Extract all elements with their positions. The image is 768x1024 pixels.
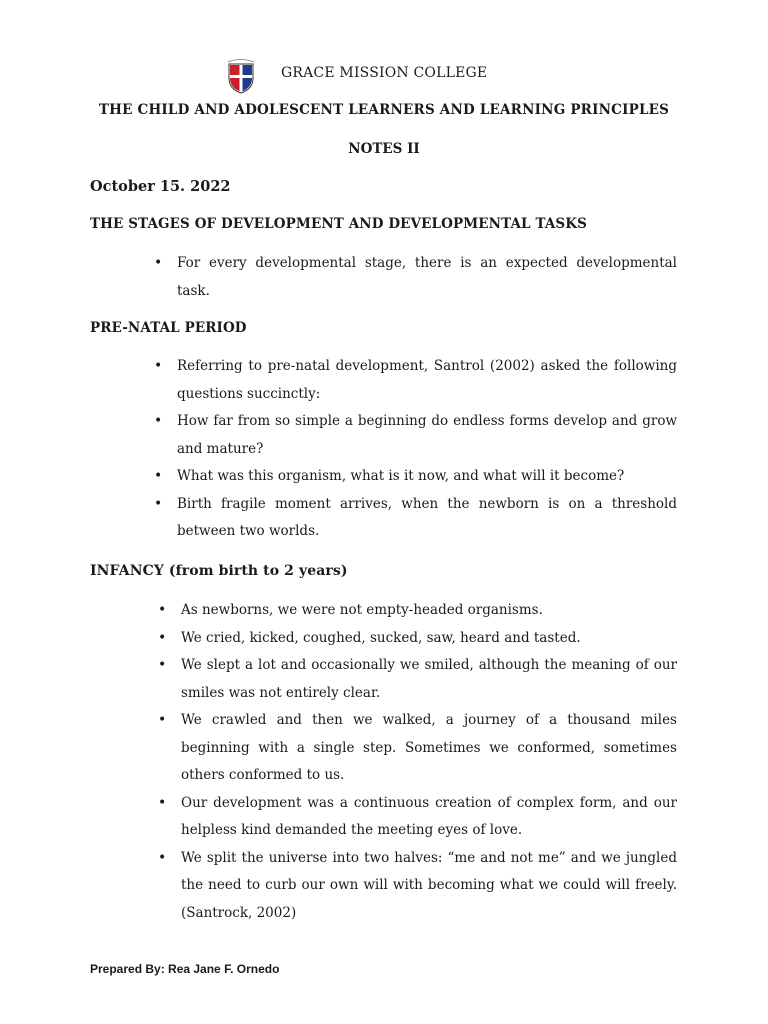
bullet-list-stages [177,250,677,305]
section-heading-stages: THE STAGES OF DEVELOPMENT AND DEVELOPMENTAL TASKS [90,216,587,232]
list-item: • How far from so simple a beginning do endless forms develop and grow and mature? [177,408,677,463]
list-item: • We crawled and then we walked, a journey of a thousand miles beginning with a single step. Sometimes we conformed, sometimes others conformed to us. [181,707,677,790]
list-item: • For every developmental stage, there is an expected developmental task. [177,250,677,305]
bullet-list-prenatal [177,353,677,546]
course-title: THE CHILD AND ADOLESCENT LEARNERS AND LEARNING PRINCIPLES [98,102,670,118]
list-item: • Our development was a continuous creation of complex form, and our helpless kind demanded the meeting eyes of love. [181,790,677,845]
list-item: • We split the universe into two halves: “me and not me” and we jungled the need to curb our own will with becoming what we could will freely. (Santrock, 2002) [181,845,677,928]
list-item: • Referring to pre-natal development, Santrol (2002) asked the following questions succinctly: [177,353,677,408]
section-heading-prenatal: PRE-NATAL PERIOD [90,320,247,336]
list-item: • We slept a lot and occasionally we smiled, although the meaning of our smiles was not entirely clear. [181,652,677,707]
bullet-list-infancy [181,597,677,927]
document-date: October 15. 2022 [90,178,231,195]
list-item: • As newborns, we were not empty-headed organisms. [181,597,677,625]
section-heading-infancy: INFANCY (from birth to 2 years) [90,563,348,579]
list-item: • Birth fragile moment arrives, when the newborn is on a threshold between two worlds. [177,491,677,546]
notes-label: NOTES II [348,141,420,157]
prepared-by-footer: Prepared By: Rea Jane F. Ornedo [90,962,280,976]
document-header [0,54,768,94]
college-name: GRACE MISSION COLLEGE [281,65,488,81]
college-seal-logo [226,58,256,94]
list-item: • What was this organism, what is it now, and what will it become? [177,463,677,491]
list-item: • We cried, kicked, coughed, sucked, saw, heard and tasted. [181,625,677,653]
